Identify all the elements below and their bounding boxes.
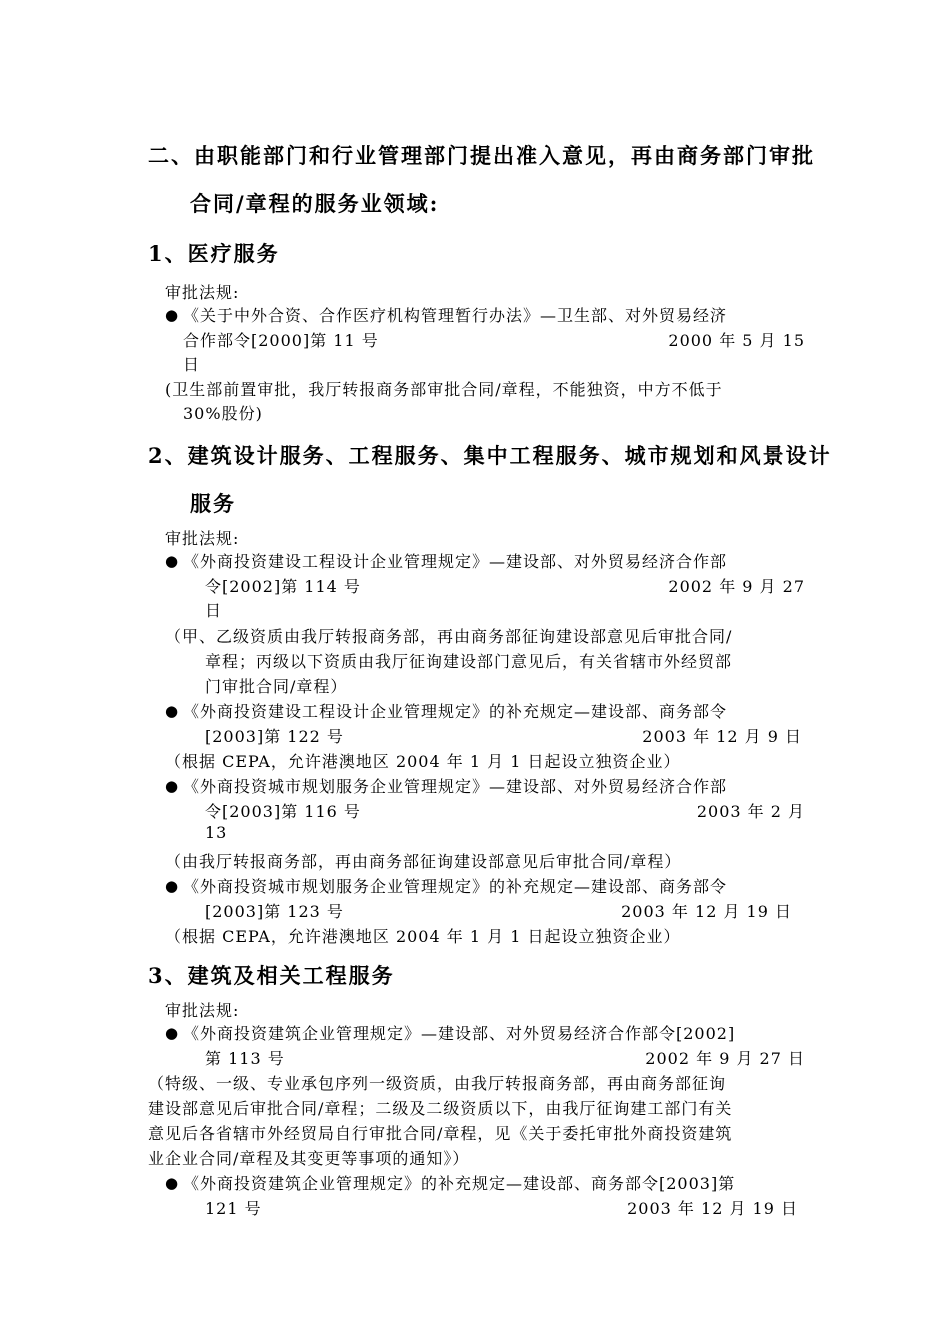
s2-b3-line-2: 令[2003]第 116 号: [205, 802, 361, 821]
s2-b4-bullet-icon: ●: [165, 877, 179, 895]
s2-note1-line-2: 章程；丙级以下资质由我厅征询建设部门意见后，有关省辖市外经贸部: [205, 652, 733, 671]
s2-b3-line-1: 《外商投资城市规划服务企业管理规定》—建设部、对外贸易经济合作部: [183, 777, 728, 796]
s2-note2: （根据 CEPA，允许港澳地区 2004 年 1 月 1 日起设立独资企业）: [165, 752, 681, 771]
s2-note4: （根据 CEPA，允许港澳地区 2004 年 1 月 1 日起设立独资企业）: [165, 927, 681, 946]
section-heading-line-1: 二、由职能部门和行业管理部门提出准入意见，再由商务部门审批: [148, 143, 815, 168]
s2-b4-date: 2003 年 12 月 19 日: [621, 902, 792, 921]
s2-note1-line-3: 门审批合同/章程）: [205, 677, 348, 696]
s2-b3-line-3: 13: [205, 823, 228, 842]
s2-heading-line-2: 服务: [190, 491, 236, 516]
section-heading-line-2: 合同/章程的服务业领域:: [190, 191, 440, 216]
s2-b4-line-2: [2003]第 123 号: [205, 902, 344, 921]
s2-b3-date: 2003 年 2 月: [696, 802, 805, 821]
s1-b1-date: 2000 年 5 月 15: [668, 331, 805, 350]
s1-b1-line-3: 日: [183, 355, 201, 374]
s2-b2-date: 2003 年 12 月 9 日: [642, 727, 802, 746]
s2-note1-line-1: （甲、乙级资质由我厅转报商务部，再由商务部征询建设部意见后审批合同/: [165, 627, 733, 646]
s3-b2-line-2: 121 号: [205, 1199, 262, 1218]
s1-label: 审批法规:: [165, 283, 240, 302]
s2-heading-line-1: 2、建筑设计服务、工程服务、集中工程服务、城市规划和风景设计: [148, 443, 832, 468]
s3-b1-line-1: 《外商投资建筑企业管理规定》—建设部、对外贸易经济合作部令[2002]: [183, 1024, 736, 1043]
s3-label: 审批法规:: [165, 1001, 240, 1020]
s3-b2-date: 2003 年 12 月 19 日: [627, 1199, 798, 1218]
s1-note-line-1: (卫生部前置审批，我厅转报商务部审批合同/章程，不能独资，中方不低于: [165, 380, 723, 399]
s3-b1-date: 2002 年 9 月 27 日: [645, 1049, 805, 1068]
s1-b1-bullet-icon: ●: [165, 306, 179, 324]
s2-b1-line-2: 令[2002]第 114 号: [205, 577, 361, 596]
s1-b1-line-2: 合作部令[2000]第 11 号: [183, 331, 379, 350]
s3-note1-line-1: （特级、一级、专业承包序列一级资质，由我厅转报商务部，再由商务部征询: [148, 1074, 727, 1093]
s2-label: 审批法规:: [165, 529, 240, 548]
s3-note1-line-2: 建设部意见后审批合同/章程；二级及二级资质以下，由我厅征询建工部门有关: [148, 1099, 733, 1118]
s1-note-line-2: 30%股份): [183, 404, 263, 423]
s3-heading: 3、建筑及相关工程服务: [148, 963, 395, 988]
s3-note1-line-4: 业企业合同/章程及其变更等事项的通知》）: [148, 1149, 470, 1168]
s3-b2-line-1: 《外商投资建筑企业管理规定》的补充规定—建设部、商务部令[2003]第: [183, 1174, 736, 1193]
s2-b1-line-1: 《外商投资建设工程设计企业管理规定》—建设部、对外贸易经济合作部: [183, 552, 728, 571]
s2-b3-bullet-icon: ●: [165, 777, 179, 795]
s3-b2-bullet-icon: ●: [165, 1174, 179, 1192]
s3-b1-line-2: 第 113 号: [205, 1049, 285, 1068]
s2-b1-line-3: 日: [205, 601, 223, 620]
s2-b1-bullet-icon: ●: [165, 552, 179, 570]
s2-note3: （由我厅转报商务部，再由商务部征询建设部意见后审批合同/章程）: [165, 852, 682, 871]
s3-note1-line-3: 意见后各省辖市外经贸局自行审批合同/章程，见《关于委托审批外商投资建筑: [148, 1124, 733, 1143]
s2-b2-line-1: 《外商投资建设工程设计企业管理规定》的补充规定—建设部、商务部令: [183, 702, 728, 721]
s2-b1-date: 2002 年 9 月 27: [668, 577, 805, 596]
s1-heading: 1、医疗服务: [148, 241, 280, 266]
s2-b2-bullet-icon: ●: [165, 702, 179, 720]
s2-b4-line-1: 《外商投资城市规划服务企业管理规定》的补充规定—建设部、商务部令: [183, 877, 728, 896]
s3-b1-bullet-icon: ●: [165, 1024, 179, 1042]
s2-b2-line-2: [2003]第 122 号: [205, 727, 344, 746]
s1-b1-line-1: 《关于中外合资、合作医疗机构管理暂行办法》—卫生部、对外贸易经济: [183, 306, 728, 325]
